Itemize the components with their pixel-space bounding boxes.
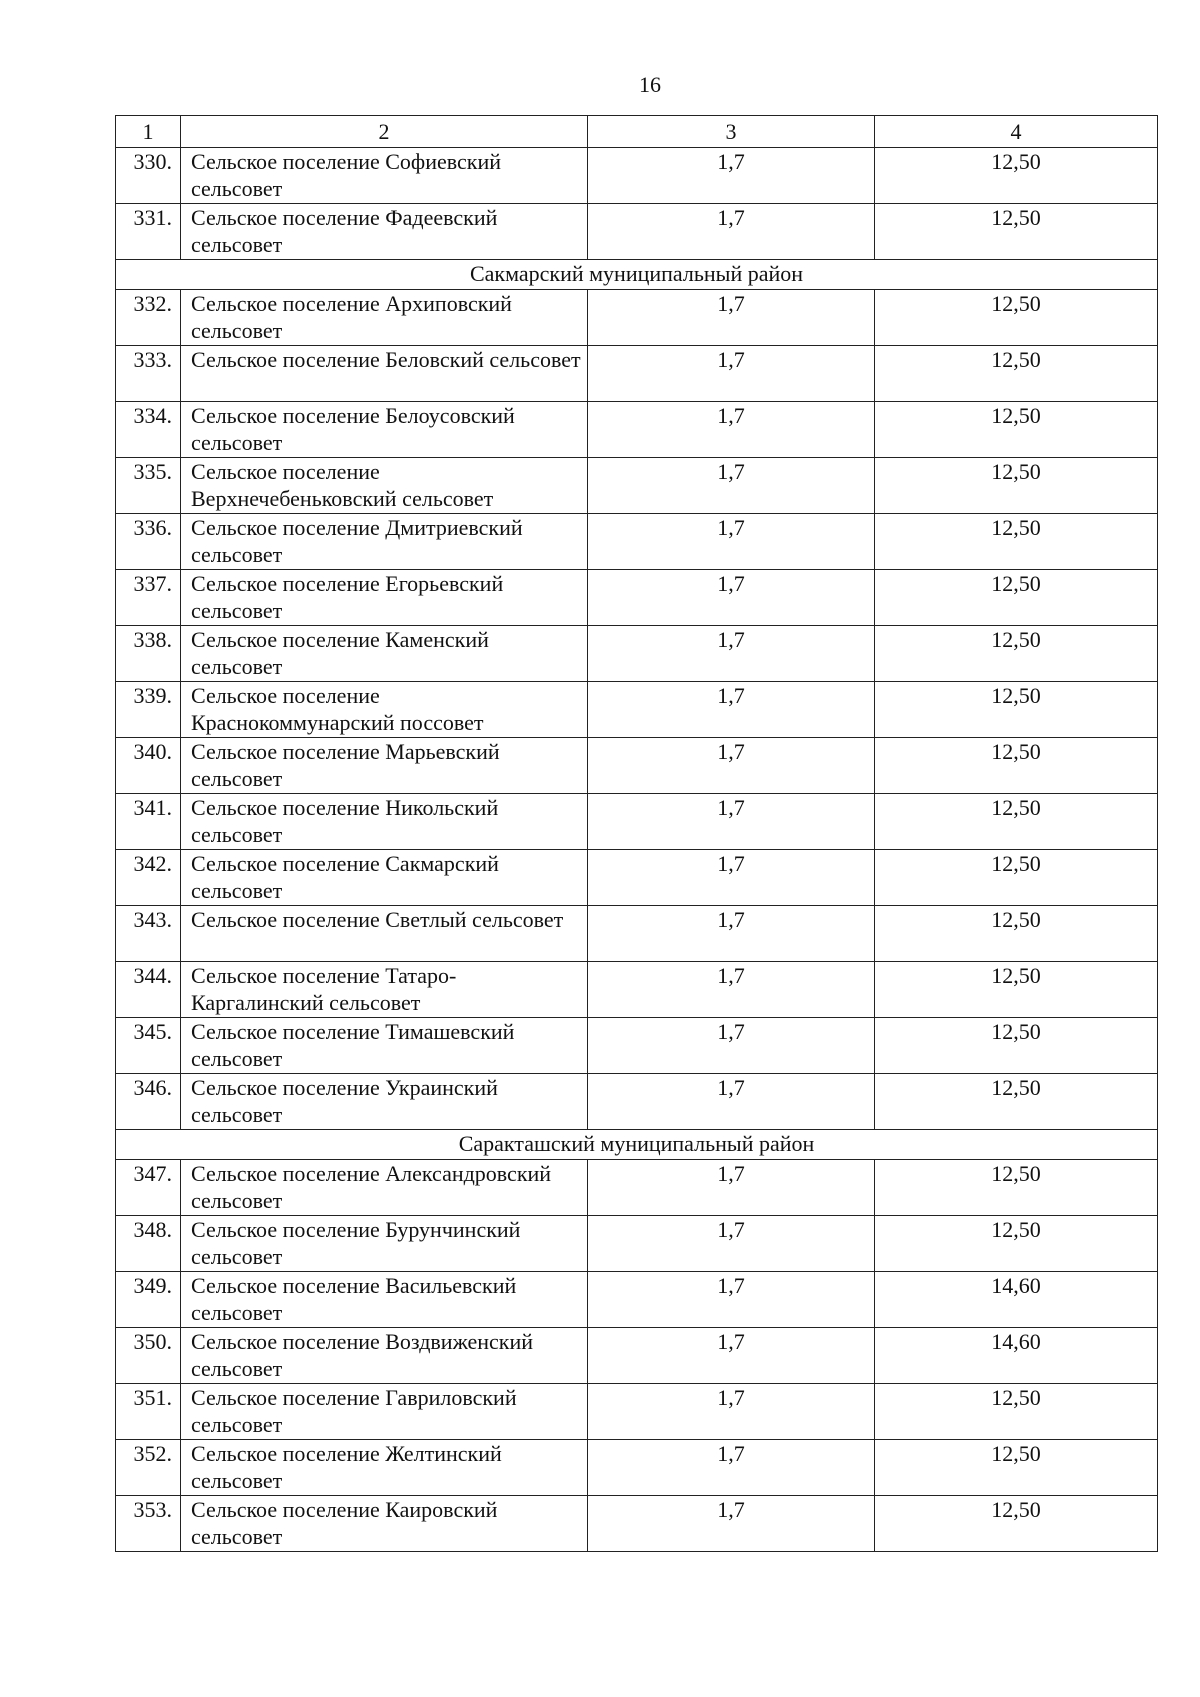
table-body — [116, 116, 1158, 1552]
coefficient-value: 1,7 — [588, 626, 875, 682]
row-number: 342. — [116, 850, 181, 906]
row-number: 341. — [116, 794, 181, 850]
row-number: 340. — [116, 738, 181, 794]
rate-value: 12,50 — [875, 402, 1158, 458]
row-number: 339. — [116, 682, 181, 738]
row-number: 346. — [116, 1074, 181, 1130]
row-number: 344. — [116, 962, 181, 1018]
coefficient-value: 1,7 — [588, 1018, 875, 1074]
row-number: 345. — [116, 1018, 181, 1074]
table-row — [116, 1216, 1158, 1272]
settlement-name: Сельское поселение Васильевский сельсовет — [181, 1272, 588, 1328]
header-row — [116, 116, 1158, 148]
row-number: 331. — [116, 204, 181, 260]
settlement-name: Сельское поселение Верхнечебеньковский сельсовет — [181, 458, 588, 514]
row-number: 333. — [116, 346, 181, 402]
section-title: Сакмарский муниципальный район — [116, 260, 1158, 290]
table-row — [116, 1160, 1158, 1216]
settlement-name: Сельское поселение Дмитриевский сельсовет — [181, 514, 588, 570]
coefficient-value: 1,7 — [588, 290, 875, 346]
row-number: 350. — [116, 1328, 181, 1384]
row-number: 349. — [116, 1272, 181, 1328]
table-row — [116, 962, 1158, 1018]
table-row — [116, 402, 1158, 458]
header-cell-4: 4 — [875, 116, 1158, 148]
rate-value: 12,50 — [875, 738, 1158, 794]
rate-value: 12,50 — [875, 1018, 1158, 1074]
table-row — [116, 626, 1158, 682]
table-row — [116, 1496, 1158, 1552]
rate-value: 12,50 — [875, 682, 1158, 738]
header-cell-2: 2 — [181, 116, 588, 148]
settlement-name: Сельское поселение Бурунчинский сельсовет — [181, 1216, 588, 1272]
table-row — [116, 1074, 1158, 1130]
coefficient-value: 1,7 — [588, 850, 875, 906]
table-row — [116, 570, 1158, 626]
settlement-name: Сельское поселение Марьевский сельсовет — [181, 738, 588, 794]
row-number: 347. — [116, 1160, 181, 1216]
row-number: 348. — [116, 1216, 181, 1272]
section-row — [116, 1130, 1158, 1160]
rate-value: 12,50 — [875, 626, 1158, 682]
table-row — [116, 1328, 1158, 1384]
row-number: 343. — [116, 906, 181, 962]
coefficient-value: 1,7 — [588, 204, 875, 260]
rate-value: 12,50 — [875, 1160, 1158, 1216]
settlement-name: Сельское поселение Белоусовский сельсовет — [181, 402, 588, 458]
coefficient-value: 1,7 — [588, 794, 875, 850]
coefficient-value: 1,7 — [588, 962, 875, 1018]
table-row — [116, 346, 1158, 402]
rate-value: 12,50 — [875, 148, 1158, 204]
settlement-name: Сельское поселение Гавриловский сельсовет — [181, 1384, 588, 1440]
row-number: 337. — [116, 570, 181, 626]
coefficient-value: 1,7 — [588, 1384, 875, 1440]
table-row — [116, 850, 1158, 906]
settlement-name: Сельское поселение Егорьевский сельсовет — [181, 570, 588, 626]
section-title: Саракташский муниципальный район — [116, 1130, 1158, 1160]
settlement-name: Сельское поселение Желтинский сельсовет — [181, 1440, 588, 1496]
rate-value: 12,50 — [875, 906, 1158, 962]
coefficient-value: 1,7 — [588, 1272, 875, 1328]
settlement-name: Сельское поселение Архиповский сельсовет — [181, 290, 588, 346]
settlement-name: Сельское поселение Тимашевский сельсовет — [181, 1018, 588, 1074]
settlement-name: Сельское поселение Беловский сельсовет — [181, 346, 588, 402]
rate-value: 14,60 — [875, 1272, 1158, 1328]
settlement-name: Сельское поселение Украинский сельсовет — [181, 1074, 588, 1130]
settlement-name: Сельское поселение Александровский сельсовет — [181, 1160, 588, 1216]
rate-value: 12,50 — [875, 962, 1158, 1018]
table-row — [116, 682, 1158, 738]
row-number: 353. — [116, 1496, 181, 1552]
settlement-name: Сельское поселение Каировский сельсовет — [181, 1496, 588, 1552]
table-row — [116, 1384, 1158, 1440]
rate-value: 12,50 — [875, 346, 1158, 402]
coefficient-value: 1,7 — [588, 1074, 875, 1130]
rate-value: 12,50 — [875, 794, 1158, 850]
rate-value: 14,60 — [875, 1328, 1158, 1384]
rate-value: 12,50 — [875, 850, 1158, 906]
table-row — [116, 738, 1158, 794]
coefficient-value: 1,7 — [588, 346, 875, 402]
table-row — [116, 1440, 1158, 1496]
row-number: 338. — [116, 626, 181, 682]
settlement-name: Сельское поселение Светлый сельсовет — [181, 906, 588, 962]
coefficient-value: 1,7 — [588, 682, 875, 738]
rate-value: 12,50 — [875, 570, 1158, 626]
rates-table — [115, 115, 1158, 1552]
settlement-name: Сельское поселение Краснокоммунарский поссовет — [181, 682, 588, 738]
table-row — [116, 204, 1158, 260]
coefficient-value: 1,7 — [588, 1160, 875, 1216]
settlement-name: Сельское поселение Сакмарский сельсовет — [181, 850, 588, 906]
table-row — [116, 148, 1158, 204]
table-row — [116, 458, 1158, 514]
coefficient-value: 1,7 — [588, 1496, 875, 1552]
coefficient-value: 1,7 — [588, 738, 875, 794]
header-cell-3: 3 — [588, 116, 875, 148]
rate-value: 12,50 — [875, 290, 1158, 346]
coefficient-value: 1,7 — [588, 514, 875, 570]
table-row — [116, 794, 1158, 850]
row-number: 351. — [116, 1384, 181, 1440]
coefficient-value: 1,7 — [588, 906, 875, 962]
settlement-name: Сельское поселение Татаро-Каргалинский сельсовет — [181, 962, 588, 1018]
table-row — [116, 290, 1158, 346]
header-cell-1: 1 — [116, 116, 181, 148]
section-row — [116, 260, 1158, 290]
row-number: 330. — [116, 148, 181, 204]
row-number: 332. — [116, 290, 181, 346]
coefficient-value: 1,7 — [588, 1440, 875, 1496]
settlement-name: Сельское поселение Софиевский сельсовет — [181, 148, 588, 204]
page-number: 16 — [639, 72, 661, 97]
rate-value: 12,50 — [875, 514, 1158, 570]
row-number: 334. — [116, 402, 181, 458]
table-row — [116, 1018, 1158, 1074]
table-row — [116, 514, 1158, 570]
table-row — [116, 1272, 1158, 1328]
coefficient-value: 1,7 — [588, 458, 875, 514]
row-number: 335. — [116, 458, 181, 514]
coefficient-value: 1,7 — [588, 1328, 875, 1384]
settlement-name: Сельское поселение Никольский сельсовет — [181, 794, 588, 850]
rate-value: 12,50 — [875, 204, 1158, 260]
table-row — [116, 906, 1158, 962]
rate-value: 12,50 — [875, 1496, 1158, 1552]
settlement-name: Сельское поселение Каменский сельсовет — [181, 626, 588, 682]
coefficient-value: 1,7 — [588, 402, 875, 458]
row-number: 336. — [116, 514, 181, 570]
coefficient-value: 1,7 — [588, 148, 875, 204]
rate-value: 12,50 — [875, 458, 1158, 514]
rate-value: 12,50 — [875, 1440, 1158, 1496]
rate-value: 12,50 — [875, 1216, 1158, 1272]
rate-value: 12,50 — [875, 1074, 1158, 1130]
coefficient-value: 1,7 — [588, 1216, 875, 1272]
settlement-name: Сельское поселение Воздвиженский сельсовет — [181, 1328, 588, 1384]
settlement-name: Сельское поселение Фадеевский сельсовет — [181, 204, 588, 260]
rate-value: 12,50 — [875, 1384, 1158, 1440]
coefficient-value: 1,7 — [588, 570, 875, 626]
row-number: 352. — [116, 1440, 181, 1496]
